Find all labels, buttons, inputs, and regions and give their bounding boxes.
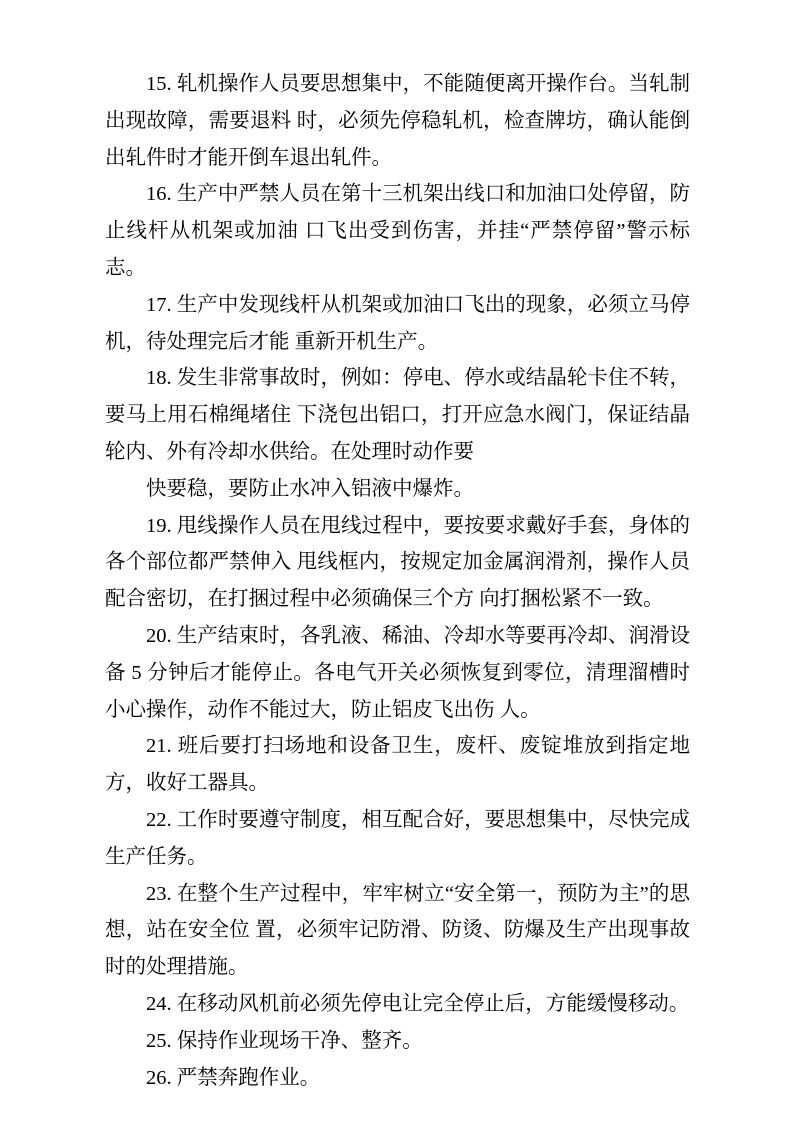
safety-rule-item-20: 20. 生产结束时，各乳液、稀油、冷却水等要再冷却、润滑设备 5 分钟后才能停止。各电气开关必须恢复到零位，清理溜槽时小心操作，动作不能过大，防止铝皮飞出伤 人。 — [105, 624, 690, 721]
safety-rule-item-25: 25. 保持作业现场干净、整齐。 — [146, 1029, 423, 1052]
safety-rule-item-16: 16. 生产中严禁人员在第十三机架出线口和加油口处停留，防止线杆从机架或加油 口飞出受到伤害，并挂“严禁停留”警示标志。 — [105, 183, 690, 279]
safety-rule-item-18: 18. 发生非常事故时，例如：停电、停水或结晶轮卡住不转，要马上用石棉绳堵住 下浇包出铝口，打开应急水阀门，保证结晶轮内、外有冷却水供给。在处理时动作要 — [105, 367, 690, 463]
safety-rule-item-21: 21. 班后要打扫场地和设备卫生，废杆、废锭堆放到指定地方，收好工器具。 — [105, 735, 690, 795]
safety-rule-item-19: 19. 甩线操作人员在甩线过程中，要按要求戴好手套，身体的各个部位都严禁伸入 甩线框内，按规定加金属润滑剂，操作人员配合密切，在打捆过程中必须确保三个方 向打捆松紧不一致。 — [105, 514, 690, 611]
safety-rule-item-24: 24. 在移动风机前必须先停电让完全停止后，方能缓慢移动。 — [146, 992, 690, 1015]
safety-rule-item-17: 17. 生产中发现线杆从机架或加油口飞出的现象，必须立马停机，待处理完后才能 重新开机生产。 — [105, 293, 690, 353]
safety-rule-item-22: 22. 工作时要遵守制度，相互配合好，要思想集中，尽快完成生产任务。 — [105, 808, 690, 868]
safety-rule-item-26: 26. 严禁奔跑作业。 — [146, 1066, 321, 1089]
safety-rule-item-18-continuation: 快要稳，要防止水冲入铝液中爆炸。 — [146, 477, 474, 500]
safety-rule-item-23: 23. 在整个生产过程中，牢牢树立“安全第一，预防为主”的思想，站在安全位 置，必须牢记防滑、防烫、防爆及生产出现事故时的处理措施。 — [105, 882, 690, 979]
safety-rule-item-15: 15. 轧机操作人员要思想集中，不能随便离开操作台。当轧制出现故障，需要退料 时，必须先停稳轧机，检查牌坊，确认能倒出轧件时才能开倒车退出轧件。 — [105, 73, 690, 169]
